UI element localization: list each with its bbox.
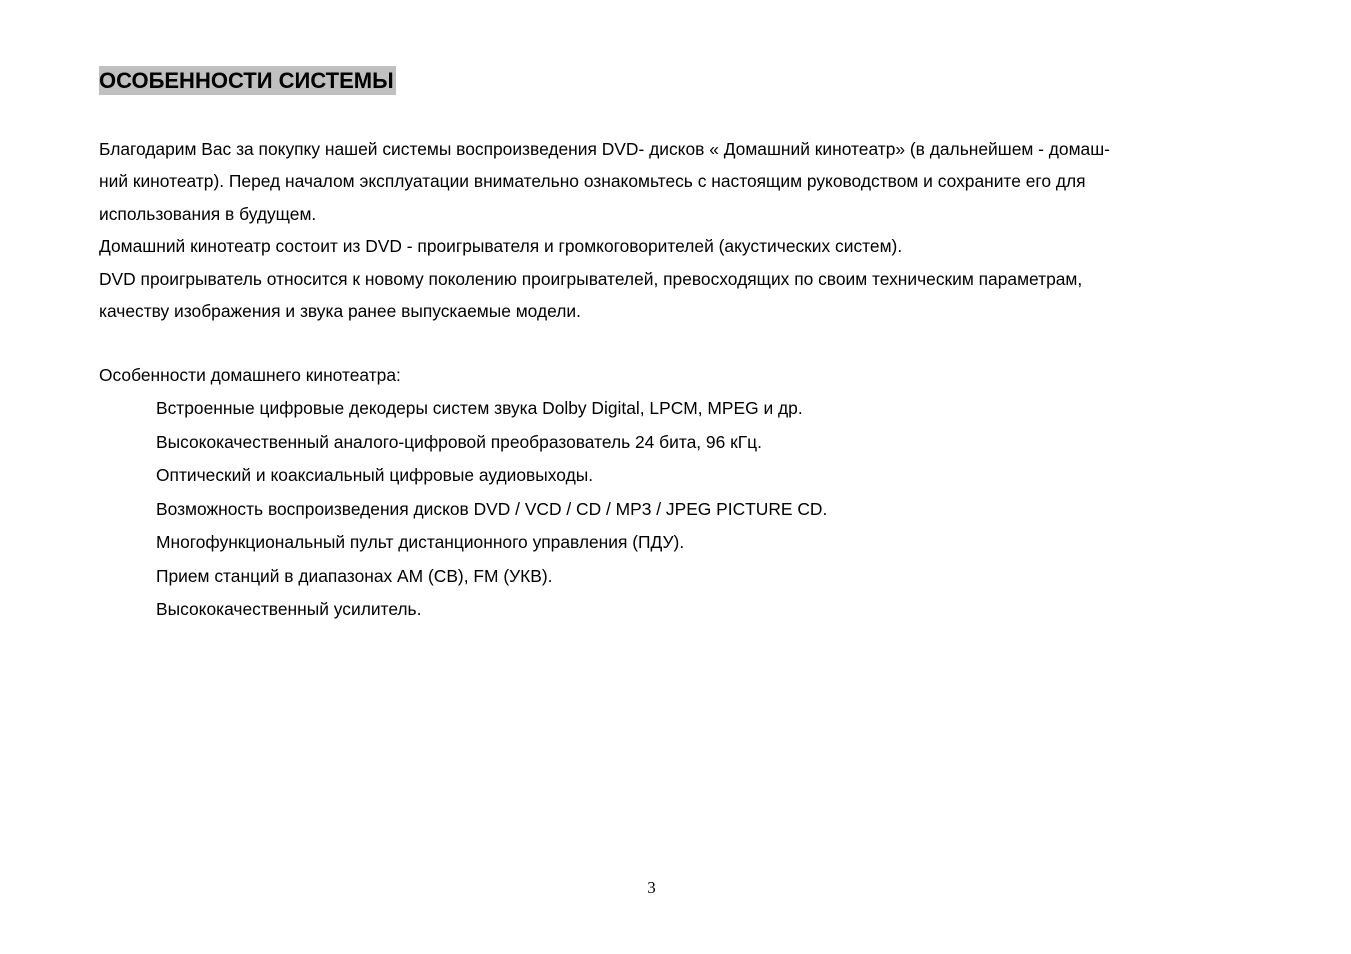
features-heading: Особенности домашнего кинотеатра: <box>99 365 401 385</box>
page-number: 3 <box>647 878 656 897</box>
intro-line: качеству изображения и звука ранее выпускаемые модели. <box>99 300 581 321</box>
feature-item: Оптический и коаксиальный цифровые аудиовыходы. <box>156 465 594 485</box>
feature-list <box>156 392 827 627</box>
feature-item: Встроенные цифровые декодеры систем звука Dolby Digital, LPCM, MPEG и др. <box>156 398 803 418</box>
section-title: ОСОБЕННОСТИ СИСТЕМЫ <box>99 68 394 93</box>
feature-item: Прием станций в диапазонах АМ (СВ), FM (УКВ). <box>156 565 553 586</box>
intro-line: использования в будущем. <box>99 203 317 224</box>
feature-item: Возможность воспроизведения дисков DVD / VCD / CD / MP3 / JPEG PICTURE CD. <box>156 498 828 519</box>
feature-item: Высококачественный усилитель. <box>156 599 422 619</box>
intro-line: Домашний кинотеатр состоит из DVD - проигрывателя и громкоговорителей (акустических систем). <box>99 236 903 257</box>
feature-item: Многофункциональный пульт дистанционного управления (ПДУ). <box>156 532 685 552</box>
intro-paragraph <box>99 133 1219 327</box>
feature-item: Высококачественный аналого-цифровой преобразователь 24 бита, 96 кГц. <box>156 431 762 452</box>
intro-line: Благодарим Вас за покупку нашей системы воспроизведения DVD- дисков « Домашний кинотеатр» (в дальнейшем - домаш- <box>99 139 1110 159</box>
intro-line: DVD проигрыватель относится к новому поколению проигрывателей, превосходящих по своим техническим параметрам, <box>99 268 1083 289</box>
intro-line: ний кинотеатр). Перед началом эксплуатации внимательно ознакомьтесь с настоящим руководством и сохраните его для <box>99 171 1086 192</box>
